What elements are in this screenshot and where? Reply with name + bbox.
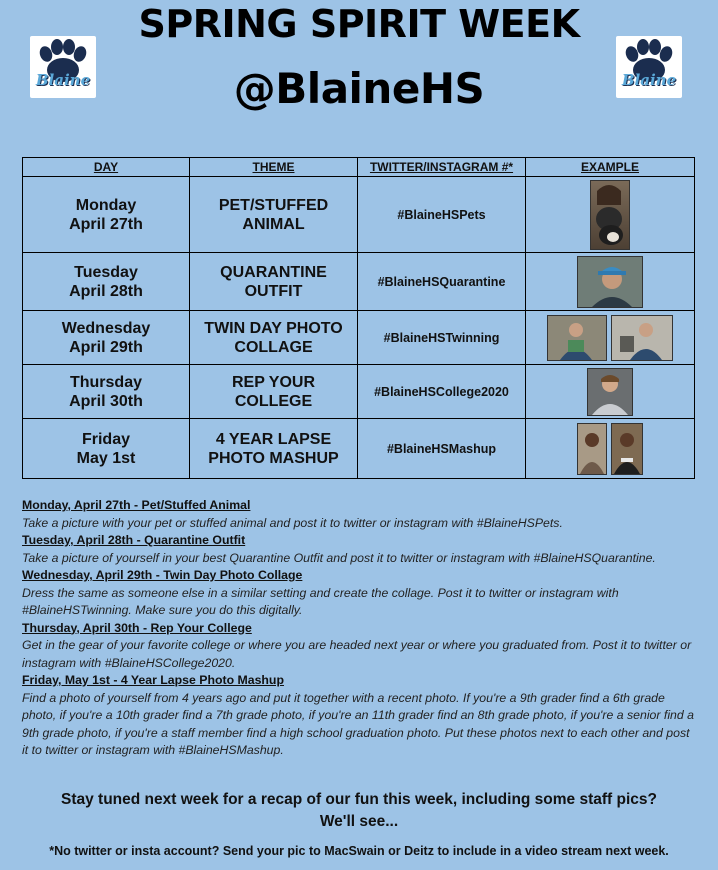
footer-line: Stay tuned next week for a recap of our fun this week, including some staff pics? — [60, 791, 657, 808]
day-name: Wednesday — [61, 319, 151, 337]
column-header-hashtag: TWITTER/INSTAGRAM #* — [358, 158, 526, 177]
detail-body: Take a picture of yourself in your best Quarantine Outfit and post it to twitter or instagram with #BlaineHSQuarantine. — [22, 550, 656, 565]
day-date: April 27th — [69, 215, 143, 233]
schedule-table — [22, 157, 695, 479]
theme-line: PET/STUFFED — [218, 196, 329, 214]
day-cell — [23, 365, 190, 419]
detail-heading: Tuesday, April 28th - Quarantine Outfit — [22, 533, 246, 547]
theme-line: TWIN DAY PHOTO — [204, 319, 343, 337]
detail-heading: Thursday, April 30th - Rep Your College — [22, 620, 252, 635]
theme-cell — [190, 311, 358, 365]
hashtag-cell: #BlaineHSCollege2020 — [358, 365, 526, 419]
theme-cell — [190, 419, 358, 479]
detail-body: Find a photo of yourself from 4 years ago and put it together with a recent photo. If you're a 9th grader find a 6th grade photo, if you're a 10th grader find a 7th grade photo, if you're an 11th grader find an 8th grade photo, if you're a senior find a 9th grade photo, if you're a staff member find a high school graduation photo. Put these photos next to each other and post it to twitter or instagram with #BlaineHSMashup. — [22, 690, 694, 757]
example-cell — [526, 365, 695, 419]
theme-line: PHOTO MASHUP — [208, 449, 339, 467]
day-name: Monday — [75, 196, 137, 214]
logo-text: Blaine — [621, 71, 677, 89]
page-subtitle: @BlaineHS — [233, 64, 485, 113]
example-photo-college — [587, 368, 633, 416]
table-row — [23, 253, 695, 311]
theme-cell — [190, 253, 358, 311]
table-row — [23, 419, 695, 479]
day-date: April 28th — [69, 282, 143, 300]
page-title: SPRING SPIRIT WEEK — [138, 2, 580, 46]
day-name: Friday — [81, 430, 130, 448]
theme-cell — [190, 365, 358, 419]
day-cell — [23, 253, 190, 311]
hashtag-cell: #BlaineHSPets — [358, 177, 526, 253]
day-name: Tuesday — [74, 263, 138, 281]
table-row — [23, 365, 695, 419]
example-cell — [526, 311, 695, 365]
day-cell — [23, 177, 190, 253]
table-header-row — [23, 158, 695, 177]
example-photo-mashup-old — [577, 423, 607, 475]
example-cell — [526, 419, 695, 479]
blaine-paw-logo-left — [30, 36, 96, 98]
theme-cell — [190, 177, 358, 253]
example-cell — [526, 253, 695, 311]
table-row — [23, 311, 695, 365]
detail-heading: Wednesday, April 29th - Twin Day Photo Collage — [22, 568, 303, 582]
day-date: April 29th — [69, 338, 143, 356]
theme-line: COLLAGE — [234, 338, 313, 356]
theme-line: QUARANTINE — [220, 263, 327, 281]
logo-text: Blaine — [35, 71, 91, 89]
day-cell — [23, 311, 190, 365]
hashtag-cell: #BlaineHSTwinning — [358, 311, 526, 365]
theme-line: ANIMAL — [242, 215, 305, 233]
theme-line: REP YOUR — [232, 373, 315, 391]
footer-announcement — [0, 789, 718, 833]
day-cell — [23, 419, 190, 479]
column-header-theme: THEME — [190, 158, 358, 177]
theme-line: COLLEGE — [234, 392, 313, 410]
hashtag-cell: #BlaineHSQuarantine — [358, 253, 526, 311]
day-name: Thursday — [69, 373, 142, 391]
day-date: May 1st — [76, 449, 136, 467]
detail-heading: Monday, April 27th - Pet/Stuffed Animal — [22, 498, 251, 512]
example-photo-twin-right — [611, 315, 673, 361]
day-date: April 30th — [69, 392, 143, 410]
blaine-paw-logo-right — [616, 36, 682, 98]
hashtag-cell: #BlaineHSMashup — [358, 419, 526, 479]
example-cell — [526, 177, 695, 253]
details-section — [22, 497, 698, 760]
theme-line: 4 YEAR LAPSE — [215, 430, 332, 448]
detail-body: Get in the gear of your favorite college or where you are headed next year or where you graduated from. Post it to twitter or instagram with #BlaineHSCollege2020. — [22, 638, 692, 670]
column-header-day: DAY — [23, 158, 190, 177]
theme-line: OUTFIT — [244, 282, 303, 300]
column-header-example: EXAMPLE — [526, 158, 695, 177]
example-photo-pet — [590, 180, 630, 250]
detail-body: Dress the same as someone else in a similar setting and create the collage. Post it to twitter or instagram with #BlaineHSTwinning. Make sure you do this digitally. — [22, 585, 619, 617]
footer-note: *No twitter or insta account? Send your pic to MacSwain or Deitz to include in a video stream next week. — [49, 844, 669, 858]
detail-heading: Friday, May 1st - 4 Year Lapse Photo Mashup — [22, 673, 284, 687]
footer-line: We'll see... — [319, 813, 399, 830]
example-photo-twin-left — [547, 315, 607, 361]
table-row — [23, 177, 695, 253]
example-photo-quarantine — [577, 256, 643, 308]
detail-body: Take a picture with your pet or stuffed animal and post it to twitter or instagram with #BlaineHSPets. — [22, 515, 563, 530]
example-photo-mashup-new — [611, 423, 643, 475]
